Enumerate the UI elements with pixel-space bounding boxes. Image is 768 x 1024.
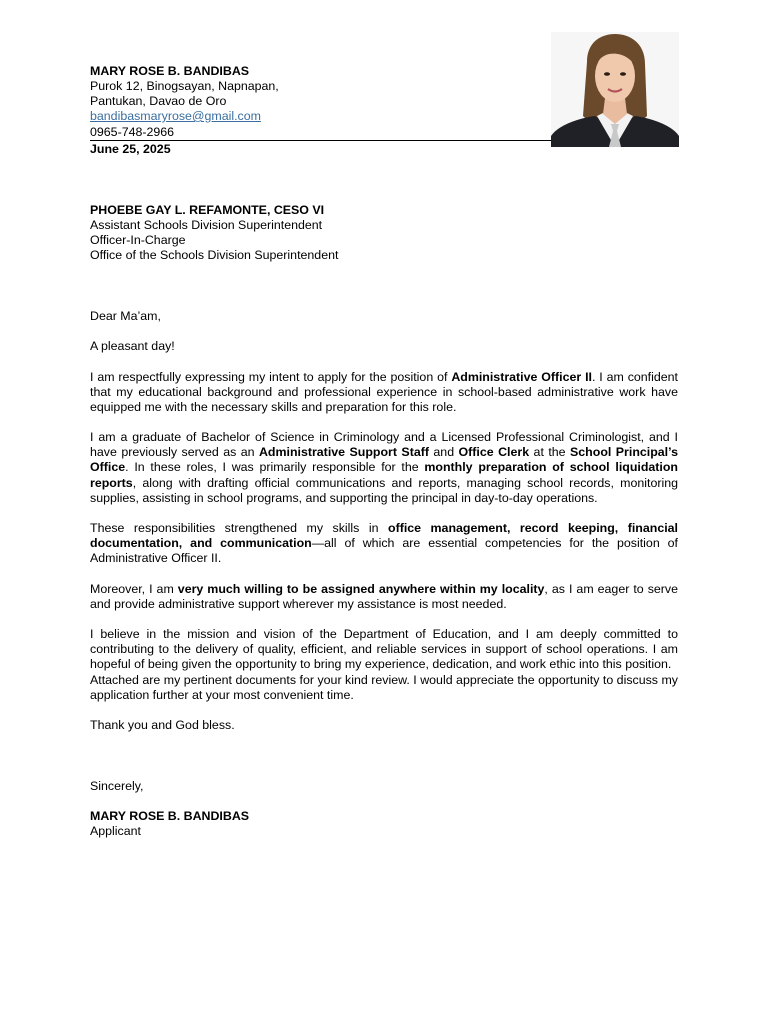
recipient-name: PHOEBE GAY L. REFAMONTE, CESO VI	[90, 203, 325, 217]
greeting: A pleasant day!	[90, 339, 175, 353]
paragraph-willingness: Moreover, I am very much willing to be assigned anywhere within my locality, as I am eager to serve and provide administrative support wherever my assistance is most needed.	[90, 582, 679, 612]
sender-address-line1: Purok 12, Binogsayan, Napnapan,	[90, 79, 279, 93]
recipient-title1: Assistant Schools Division Superintendent	[90, 218, 323, 232]
paragraph-intent: I am respectfully expressing my intent to apply for the position of Administrative Officer II. I am confident that my educational background and professional experience in school-based administrative work have equipped me with the necessary skills and preparation for this role.	[90, 370, 678, 415]
sender-email-link[interactable]: bandibasmaryrose@gmail.com	[90, 109, 261, 123]
letter-date: June 25, 2025	[90, 142, 171, 156]
paragraph-commitment: I believe in the mission and vision of the Department of Education, and I am deeply committed to contributing to the delivery of quality, efficient, and reliable services in support of school operations. I am hopeful of being given the opportunity to bring my experience, dedication, and work ethic into this position. Attached are my pertinent documents for your kind review. I would appreciate the opportunity to discuss my application further at your most convenient time.	[90, 627, 678, 702]
paragraph-experience: I am a graduate of Bachelor of Science in Criminology and a Licensed Professional Criminologist, and I have previously served as an Administrative Support Staff and Office Clerk at the School Principal’s Office. In these roles, I was primarily responsible for the monthly preparation of school liquidation reports, along with drafting official communications and reports, managing school records, monitoring supplies, assisting in school programs, and supporting the principal in day-to-day operations.	[90, 430, 679, 505]
recipient-title2: Officer-In-Charge	[90, 233, 186, 247]
valediction: Sincerely,	[90, 779, 144, 793]
signature-name: MARY ROSE B. BANDIBAS	[90, 809, 250, 823]
closing-thanks: Thank you and God bless.	[90, 718, 235, 732]
paragraph-skills: These responsibilities strengthened my skills in office management, record keeping, financial documentation, and communication—all of which are essential competencies for the position of Administrative Officer II.	[90, 521, 678, 566]
sender-name: MARY ROSE B. BANDIBAS	[90, 64, 250, 78]
sender-phone: 0965-748-2966	[90, 125, 175, 139]
salutation: Dear Ma’am,	[90, 309, 161, 323]
signature-role: Applicant	[90, 824, 141, 838]
sender-address-line2: Pantukan, Davao de Oro	[90, 94, 227, 108]
applicant-photo	[551, 32, 679, 147]
recipient-office: Office of the Schools Division Superintendent	[90, 248, 339, 262]
